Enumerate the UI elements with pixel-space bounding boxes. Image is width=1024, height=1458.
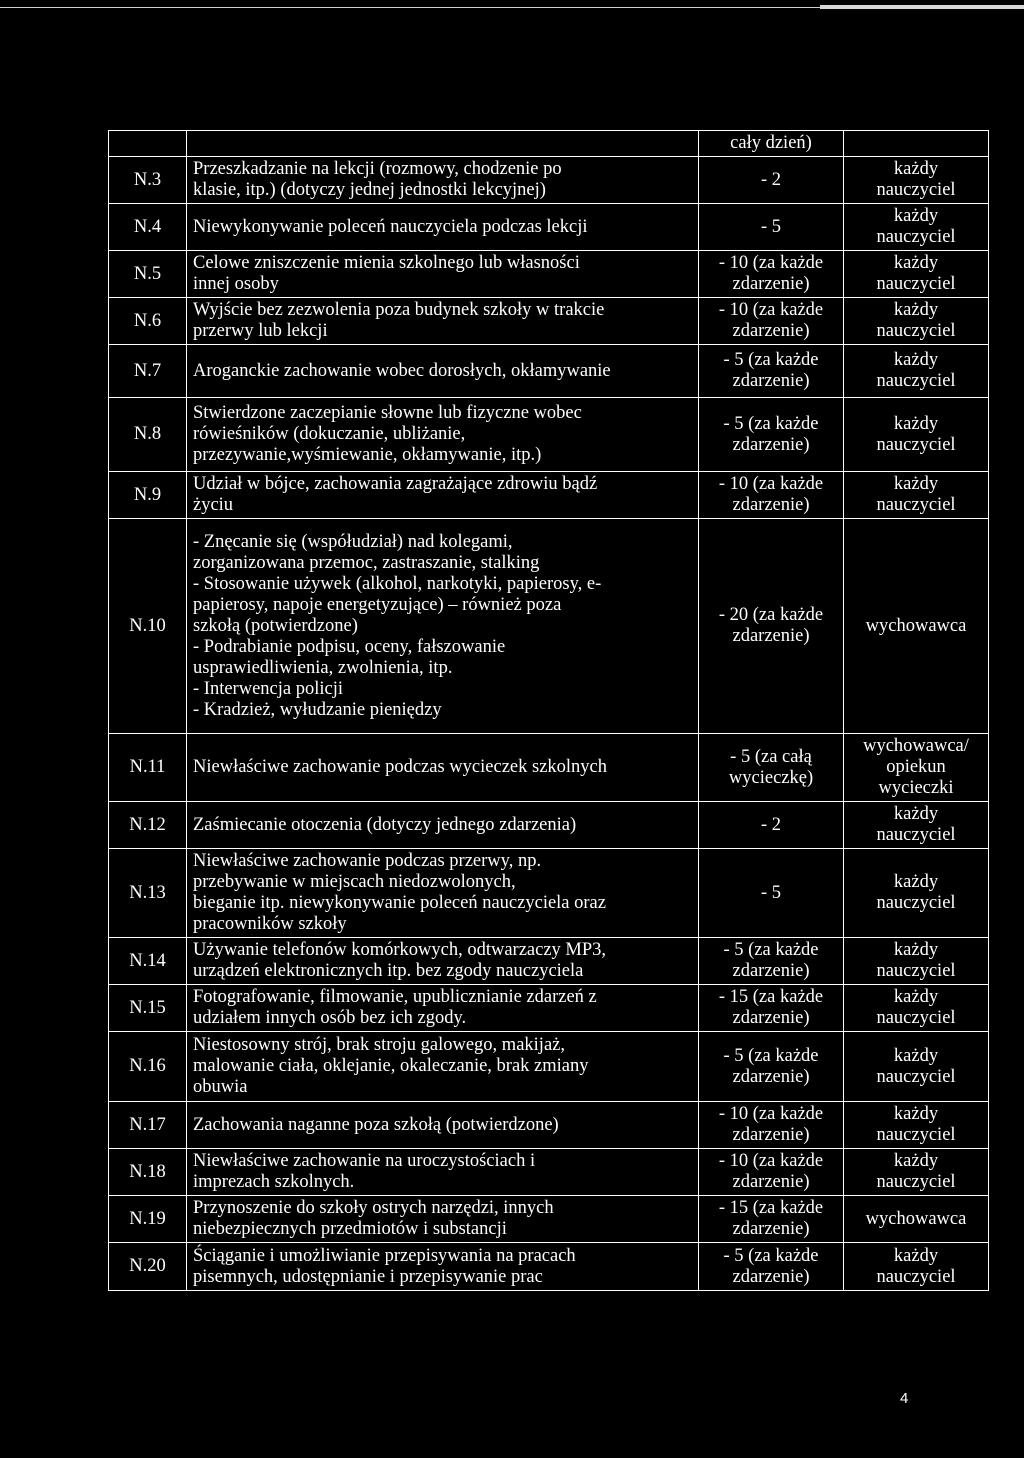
- row-points-line: - 10 (za każde: [718, 300, 824, 320]
- row-description-line: klasie, itp.) (dotyczy jednej jednostki lekcyjnej): [193, 180, 546, 200]
- row-number: N.20: [109, 1243, 187, 1291]
- row-points: [699, 1032, 844, 1102]
- table-row: [109, 251, 989, 298]
- row-description: [187, 1243, 699, 1291]
- row-points: [699, 251, 844, 298]
- row-points-line: zdarzenie): [732, 1125, 810, 1145]
- table-row: [109, 985, 989, 1032]
- row-description-line: usprawiedliwienia, zwolnienia, itp.: [193, 657, 453, 678]
- continuation-who-cell: [844, 131, 989, 157]
- row-responsible-line: każdy: [893, 1245, 939, 1266]
- row-responsible-line: każdy: [893, 253, 939, 273]
- row-points-line: zdarzenie): [732, 495, 810, 515]
- table-row: [109, 802, 989, 849]
- row-number: N.5: [109, 251, 187, 298]
- row-description-line: bieganie itp. niewykonywanie poleceń nauczyciela oraz: [193, 893, 606, 913]
- row-description-line: innej osoby: [193, 274, 279, 294]
- row-responsible-line: nauczyciel: [876, 1266, 956, 1287]
- table-row: [109, 204, 989, 251]
- row-description-line: Celowe zniszczenie mienia szkolnego lub własności: [193, 253, 580, 273]
- row-responsible: [844, 251, 989, 298]
- rules-table-body: [109, 131, 989, 1291]
- row-responsible-line: każdy: [893, 206, 939, 226]
- row-points-line: zdarzenie): [732, 626, 810, 646]
- row-points-line: - 5 (za każde: [723, 1245, 819, 1266]
- row-description-line: życiu: [193, 495, 234, 515]
- row-number: N.7: [109, 345, 187, 398]
- table-row: [109, 1032, 989, 1102]
- continuation-points-cell: cały dzień): [699, 131, 844, 157]
- continuation-row: [109, 131, 989, 157]
- table-row: [109, 849, 989, 938]
- row-description: [187, 1149, 699, 1196]
- row-responsible: [844, 1102, 989, 1149]
- row-points-line: zdarzenie): [732, 1172, 810, 1192]
- table-row: [109, 472, 989, 519]
- row-points-line: - 2: [760, 169, 782, 190]
- row-description-line: przerwy lub lekcji: [193, 321, 328, 341]
- table-row: [109, 1149, 989, 1196]
- row-description-line: rówieśników (dokuczanie, ubliżanie,: [193, 424, 466, 444]
- row-points: [699, 849, 844, 938]
- row-description: [187, 345, 699, 398]
- row-points: [699, 734, 844, 802]
- row-points-line: - 10 (za każde: [718, 1151, 824, 1171]
- table-row: [109, 157, 989, 204]
- row-description-line: Zachowania naganne poza szkołą (potwierdzone): [193, 1114, 559, 1135]
- row-description-line: Stwierdzone zaczepianie słowne lub fizyczne wobec: [193, 403, 582, 423]
- row-number: N.13: [109, 849, 187, 938]
- row-responsible: [844, 1032, 989, 1102]
- row-responsible: [844, 1149, 989, 1196]
- row-points: [699, 938, 844, 985]
- row-points-line: - 5 (za całą: [730, 746, 812, 767]
- row-description: [187, 157, 699, 204]
- row-points-line: zdarzenie): [732, 321, 810, 341]
- row-responsible-line: nauczyciel: [876, 495, 956, 515]
- row-description: [187, 1032, 699, 1102]
- row-description-line: papierosy, napoje energetyzujące) – również poza: [193, 594, 562, 615]
- row-points: [699, 472, 844, 519]
- page-number: 4: [900, 1390, 909, 1407]
- row-number: N.18: [109, 1149, 187, 1196]
- row-description: [187, 398, 699, 472]
- row-description-line: Niewykonywanie poleceń nauczyciela podczas lekcji: [193, 216, 588, 237]
- row-description-line: - Interwencja policji: [193, 678, 343, 699]
- row-responsible-line: nauczyciel: [876, 1172, 956, 1192]
- table-row: [109, 398, 989, 472]
- row-description-line: Zaśmiecanie otoczenia (dotyczy jednego zdarzenia): [193, 814, 577, 835]
- row-responsible-line: nauczyciel: [876, 961, 956, 981]
- row-number: N.15: [109, 985, 187, 1032]
- row-responsible-line: każdy: [893, 350, 939, 370]
- row-description-line: Niewłaściwe zachowanie na uroczystościach i: [193, 1151, 536, 1171]
- row-description-line: malowanie ciała, oklejanie, okaleczanie, brak zmiany: [193, 1056, 589, 1076]
- row-number: N.9: [109, 472, 187, 519]
- row-responsible-line: nauczyciel: [876, 227, 956, 247]
- row-responsible-line: każdy: [893, 1151, 939, 1171]
- row-description-line: udziałem innych osób bez ich zgody.: [193, 1008, 467, 1028]
- row-points-line: - 5 (za każde: [723, 940, 819, 960]
- row-responsible-line: każdy: [893, 413, 939, 434]
- continuation-num-cell: [109, 131, 187, 157]
- row-points-line: zdarzenie): [732, 961, 810, 981]
- row-number: N.19: [109, 1196, 187, 1243]
- row-description-line: przezywanie,wyśmiewanie, okłamywanie, itp.): [193, 445, 542, 465]
- row-description: [187, 251, 699, 298]
- continuation-desc-cell: [187, 131, 699, 157]
- row-points: [699, 1196, 844, 1243]
- row-responsible: [844, 472, 989, 519]
- row-description-line: szkołą (potwierdzone): [193, 615, 358, 636]
- row-number: N.11: [109, 734, 187, 802]
- row-points-line: - 2: [760, 814, 782, 835]
- table-row: [109, 734, 989, 802]
- row-points: [699, 519, 844, 734]
- row-description-line: Wyjście bez zezwolenia poza budynek szkoły w trakcie: [193, 300, 605, 320]
- row-description-line: przebywanie w miejscach niedozwolonych,: [193, 872, 516, 892]
- row-responsible-line: każdy: [893, 159, 939, 179]
- row-description-line: zorganizowana przemoc, zastraszanie, stalking: [193, 552, 540, 573]
- row-responsible-line: każdy: [893, 474, 939, 494]
- table-row: [109, 345, 989, 398]
- row-points: [699, 1102, 844, 1149]
- row-points: [699, 204, 844, 251]
- row-responsible: [844, 345, 989, 398]
- row-points-line: wycieczkę): [728, 767, 814, 788]
- table-row: [109, 298, 989, 345]
- row-responsible-line: nauczyciel: [876, 1008, 956, 1028]
- table-row: [109, 1196, 989, 1243]
- row-points: [699, 985, 844, 1032]
- row-points-line: - 5 (za każde: [723, 350, 819, 370]
- row-description: [187, 985, 699, 1032]
- row-responsible-line: wycieczki: [878, 778, 954, 798]
- row-responsible: [844, 985, 989, 1032]
- row-responsible-line: każdy: [893, 872, 939, 892]
- table-row: [109, 1102, 989, 1149]
- row-responsible-line: wychowawca: [865, 1208, 967, 1229]
- row-responsible: [844, 204, 989, 251]
- row-responsible-line: każdy: [893, 300, 939, 320]
- row-points-line: zdarzenie): [732, 1066, 810, 1087]
- row-responsible-line: każdy: [893, 804, 939, 824]
- row-description-line: Aroganckie zachowanie wobec dorosłych, okłamywanie: [193, 360, 611, 381]
- row-description-line: Fotografowanie, filmowanie, upublicznianie zdarzeń z: [193, 987, 597, 1007]
- row-responsible-line: nauczyciel: [876, 371, 956, 391]
- top-rule-accent: [820, 5, 1024, 9]
- row-description-line: - Znęcanie się (współudział) nad kolegami,: [193, 531, 513, 552]
- row-description-line: - Stosowanie używek (alkohol, narkotyki, papierosy, e-: [193, 573, 602, 594]
- row-description: [187, 849, 699, 938]
- row-description-line: Niewłaściwe zachowanie podczas wycieczek szkolnych: [193, 757, 608, 777]
- row-description-line: Ściąganie i umożliwianie przepisywania na pracach: [193, 1245, 576, 1266]
- row-points-line: - 5: [760, 882, 782, 903]
- row-description-line: Przynoszenie do szkoły ostrych narzędzi, innych: [193, 1198, 554, 1218]
- row-points-line: zdarzenie): [732, 1219, 810, 1239]
- row-description-line: - Kradzież, wyłudzanie pieniędzy: [193, 699, 442, 720]
- row-description-line: Przeszkadzanie na lekcji (rozmowy, chodzenie po: [193, 159, 562, 179]
- row-description-line: Udział w bójce, zachowania zagrażające zdrowiu bądź: [193, 474, 598, 494]
- row-points-line: - 10 (za każde: [718, 474, 824, 494]
- row-responsible-line: nauczyciel: [876, 893, 956, 913]
- row-responsible: [844, 938, 989, 985]
- row-points-line: - 5 (za każde: [723, 413, 819, 434]
- row-points: [699, 1243, 844, 1291]
- row-responsible-line: nauczyciel: [876, 434, 956, 455]
- row-points-line: - 20 (za każde: [718, 605, 824, 625]
- row-description-line: Niewłaściwe zachowanie podczas przerwy, np.: [193, 851, 542, 871]
- row-description: [187, 204, 699, 251]
- row-responsible-line: nauczyciel: [876, 180, 956, 200]
- row-description: [187, 519, 699, 734]
- row-number: N.6: [109, 298, 187, 345]
- row-number: N.17: [109, 1102, 187, 1149]
- row-number: N.14: [109, 938, 187, 985]
- row-description-line: Niestosowny strój, brak stroju galowego, makijaż,: [193, 1035, 565, 1055]
- row-description: [187, 938, 699, 985]
- row-description-line: urządzeń elektronicznych itp. bez zgody nauczyciela: [193, 961, 584, 981]
- row-description: [187, 472, 699, 519]
- row-responsible: [844, 398, 989, 472]
- row-description-line: pisemnych, udostępnianie i przepisywanie prac: [193, 1266, 543, 1287]
- row-responsible: [844, 1243, 989, 1291]
- row-responsible-line: nauczyciel: [876, 274, 956, 294]
- table-row: [109, 938, 989, 985]
- row-description: [187, 802, 699, 849]
- row-points-line: zdarzenie): [732, 1008, 810, 1028]
- row-points: [699, 298, 844, 345]
- table-row: [109, 519, 989, 734]
- row-points-line: zdarzenie): [732, 434, 810, 455]
- row-points-line: - 5 (za każde: [723, 1045, 819, 1066]
- row-number: N.8: [109, 398, 187, 472]
- row-points: [699, 345, 844, 398]
- row-responsible-line: nauczyciel: [876, 321, 956, 341]
- row-description-line: imprezach szkolnych.: [193, 1172, 355, 1192]
- row-description-line: niebezpiecznych przedmiotów i substancji: [193, 1219, 507, 1239]
- row-number: N.3: [109, 157, 187, 204]
- row-description: [187, 1102, 699, 1149]
- row-responsible-line: opiekun: [886, 757, 946, 777]
- row-points: [699, 802, 844, 849]
- table-row: [109, 1243, 989, 1291]
- row-description-line: - Podrabianie podpisu, oceny, fałszowanie: [193, 636, 506, 657]
- row-points-line: zdarzenie): [732, 274, 810, 294]
- row-responsible: [844, 298, 989, 345]
- row-points: [699, 398, 844, 472]
- row-points-line: - 10 (za każde: [718, 1104, 824, 1124]
- behavior-rules-table: [108, 130, 989, 1291]
- row-responsible-line: wychowawca: [865, 615, 967, 636]
- row-points-line: zdarzenie): [732, 1266, 810, 1287]
- row-responsible: [844, 157, 989, 204]
- row-number: N.12: [109, 802, 187, 849]
- row-points-line: - 5: [760, 216, 782, 237]
- row-responsible-line: nauczyciel: [876, 1125, 956, 1145]
- row-responsible: [844, 802, 989, 849]
- row-responsible-line: nauczyciel: [876, 1066, 956, 1087]
- row-responsible: [844, 1196, 989, 1243]
- row-description: [187, 1196, 699, 1243]
- row-points: [699, 1149, 844, 1196]
- row-responsible-line: wychowawca/: [863, 736, 969, 756]
- row-description: [187, 734, 699, 802]
- row-description-line: pracowników szkoły: [193, 914, 347, 934]
- row-description-line: Używanie telefonów komórkowych, odtwarzaczy MP3,: [193, 940, 607, 960]
- row-points: [699, 157, 844, 204]
- row-number: N.4: [109, 204, 187, 251]
- row-number: N.10: [109, 519, 187, 734]
- row-number: N.16: [109, 1032, 187, 1102]
- row-responsible-line: nauczyciel: [876, 825, 956, 845]
- row-points-line: - 15 (za każde: [718, 987, 824, 1007]
- row-responsible: [844, 519, 989, 734]
- row-points-line: zdarzenie): [732, 371, 810, 391]
- row-responsible: [844, 734, 989, 802]
- row-responsible: [844, 849, 989, 938]
- row-points-line: - 15 (za każde: [718, 1198, 824, 1218]
- row-responsible-line: każdy: [893, 987, 939, 1007]
- row-description: [187, 298, 699, 345]
- row-responsible-line: każdy: [893, 940, 939, 960]
- row-description-line: obuwia: [193, 1077, 248, 1097]
- row-points-line: - 10 (za każde: [718, 253, 824, 273]
- row-responsible-line: każdy: [893, 1045, 939, 1066]
- row-responsible-line: każdy: [893, 1104, 939, 1124]
